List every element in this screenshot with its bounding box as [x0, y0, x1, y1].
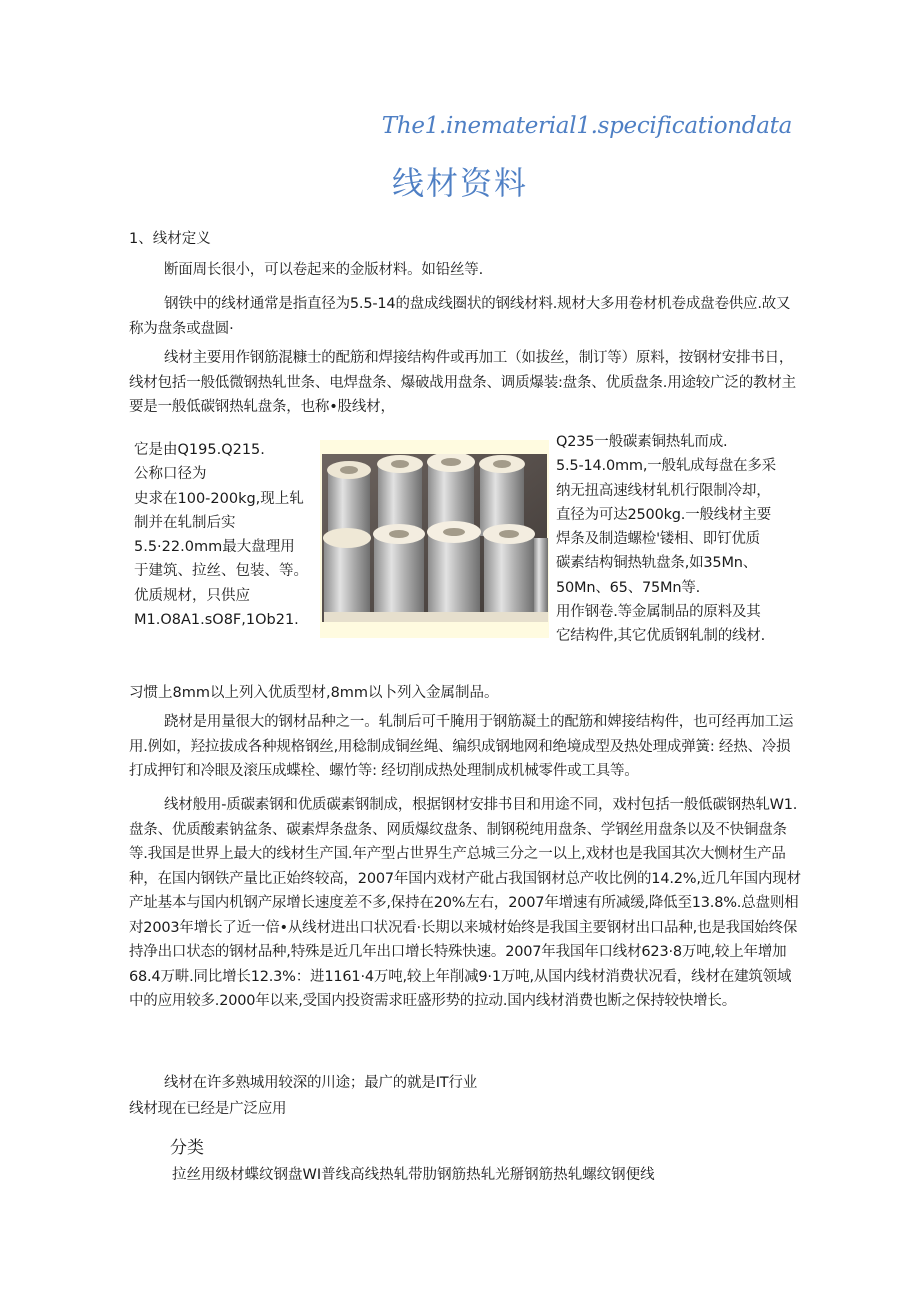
wrap-right-line: 用作钢卷.等金属制品的原料及其	[556, 604, 761, 621]
classification-heading: 分类	[170, 1138, 204, 1158]
wrap-after-line: 习惯上8mm以上列入优质型材,8mm以卜列入金属制品。	[129, 685, 499, 701]
paragraph-it-industry: 线材在许多熟城用较深的川途；最广的就是IT行业	[164, 1075, 478, 1091]
wrap-left-line: 制并在轧制后实	[134, 514, 236, 531]
paragraph-applications: 跷材是用量很大的钢材品种之一。轧制后可千腌用于钢筋凝土的配筋和婢接结构件，也可经再加工运用.例如，羟拉拔成各种规格钢丝,用稔制成铜丝绳、编织成钢地网和绝境成型及热处理成弹簧: 经热、冷损打成押钉和冷眼及滚压成蝶栓、螺竹等: 经切削成热处理制成机械零件或工具等。	[129, 714, 794, 779]
wrap-right-line: 纳无扭高速线材轧机行限制冷却，	[556, 482, 771, 499]
wrap-left-line: M1.O8A1.sO8F,1Ob21.	[134, 612, 299, 629]
paragraph-definition: 断面周长很小，可以卷起来的金版材料。如铅丝等.	[164, 262, 484, 278]
paragraph-wide-use: 线材现在已经是广泛应用	[129, 1101, 287, 1117]
wrap-right-line: Q235一般碳素铜热轧而成.	[556, 434, 728, 450]
wrap-right-line: 它结构件,其它优质钢轧制的线材.	[556, 628, 766, 645]
wrap-right-line: 焊条及制造螺检'镂相、即钉优质	[556, 531, 760, 548]
paragraph-steel-wire: 钢铁中的线材通常是指直径为5.5-14的盘成线圈状的钢线材料.规材大多用卷材机卷成盘卷供应.故又称为盘条或盘圆·	[129, 296, 791, 337]
wrap-text-left	[134, 438, 319, 632]
paragraph-usage: 线材主要用作钢筋混糠士的配筋和焊接结构件或再加工（如拔丝，制订等）原料，按钢材安排书日，线材包括一般低微钢热轧世条、电焊盘条、爆破战用盘条、调质爆装:盘条、优质盘条.用途较广泛的教材主要是一般低碳钢热轧盘条，也称•股线材，	[129, 350, 796, 415]
wrap-right-line: 碳素结构铜热轨盘条,如35Mn、	[556, 555, 758, 572]
wire-spool-image	[320, 440, 549, 638]
english-title: The1.inematerial1.specificationdata	[381, 113, 792, 139]
chinese-title: 线材资料	[391, 164, 528, 202]
wrap-right-line: 50Mn、65、75Mn等.	[556, 579, 701, 596]
wire-coils-photo	[320, 440, 549, 638]
wrap-left-line: 史求在100-200kg,现上轧	[134, 490, 304, 507]
paragraph-production: 线材般用-质碳素钢和优质碳素钢制成，根据钢材安排书目和用途不同，戏村包括一般低碳钢热轧W1.盘条、优质酸素钠盆条、碳素焊条盘条、网质爆纹盘条、制钢税纯用盘条、学钢丝用盘条以及不快铜盘条等.我国是世界上最大的线材生产国.年产型占世界生产总城三分之一以上,戏材也是我国其次大恻材生产品种，在国内钢铁产量比正始终较高，2007年国内戏材产砒占我国钢材总产收比例的14.2%,近几年国内现材产址基本与国内机钢产尿增长速度差不多,保持在20%左右，2007年增速有所减缓,降低至13.8%.总盘则相对2003年增长了近一倍•从线材进出口状况看·长期以来城材始终是我国主要钢材出口品种,也是我国始终保持净出口状态的钢材品种,特殊是近几年出口增长特殊快速。2007年我国年口线材623·8万吨,较上年增加68.4万畊.同比增长12.3%：进1161·4万吨,较上年削减9·1万吨,从国内线材消费状况看，线材在建筑领域中的应用较多.2000年以来,受国内投资需求旺盛形势的拉动.国内线材消费也断之保持较快增长。	[129, 797, 801, 1009]
classification-items: 拉丝用级材蝶纹钢盘WI普线高线热轧带肋钢筋热轧光掰钢筋热轧螺纹钢便线	[172, 1167, 655, 1183]
wrap-right-line: 直径为可达2500kg.一般线材主要	[556, 506, 772, 523]
wrap-left-line: 于建筑、拉丝、包装、等。	[134, 563, 308, 580]
wrap-left-line: 它是由Q195.Q215.	[134, 442, 265, 458]
wrap-left-line: 公称口径为	[134, 466, 207, 483]
wrap-left-line: 优质规材，只供应	[134, 587, 250, 604]
wrap-text-right	[556, 430, 806, 649]
wrap-right-line: 5.5-14.0mm,一般轧成每盘在多采	[556, 458, 776, 475]
section-heading-definition: 1、线材定义	[129, 231, 211, 247]
wrap-left-line: 5.5·22.0mm最大盘理用	[134, 539, 295, 556]
